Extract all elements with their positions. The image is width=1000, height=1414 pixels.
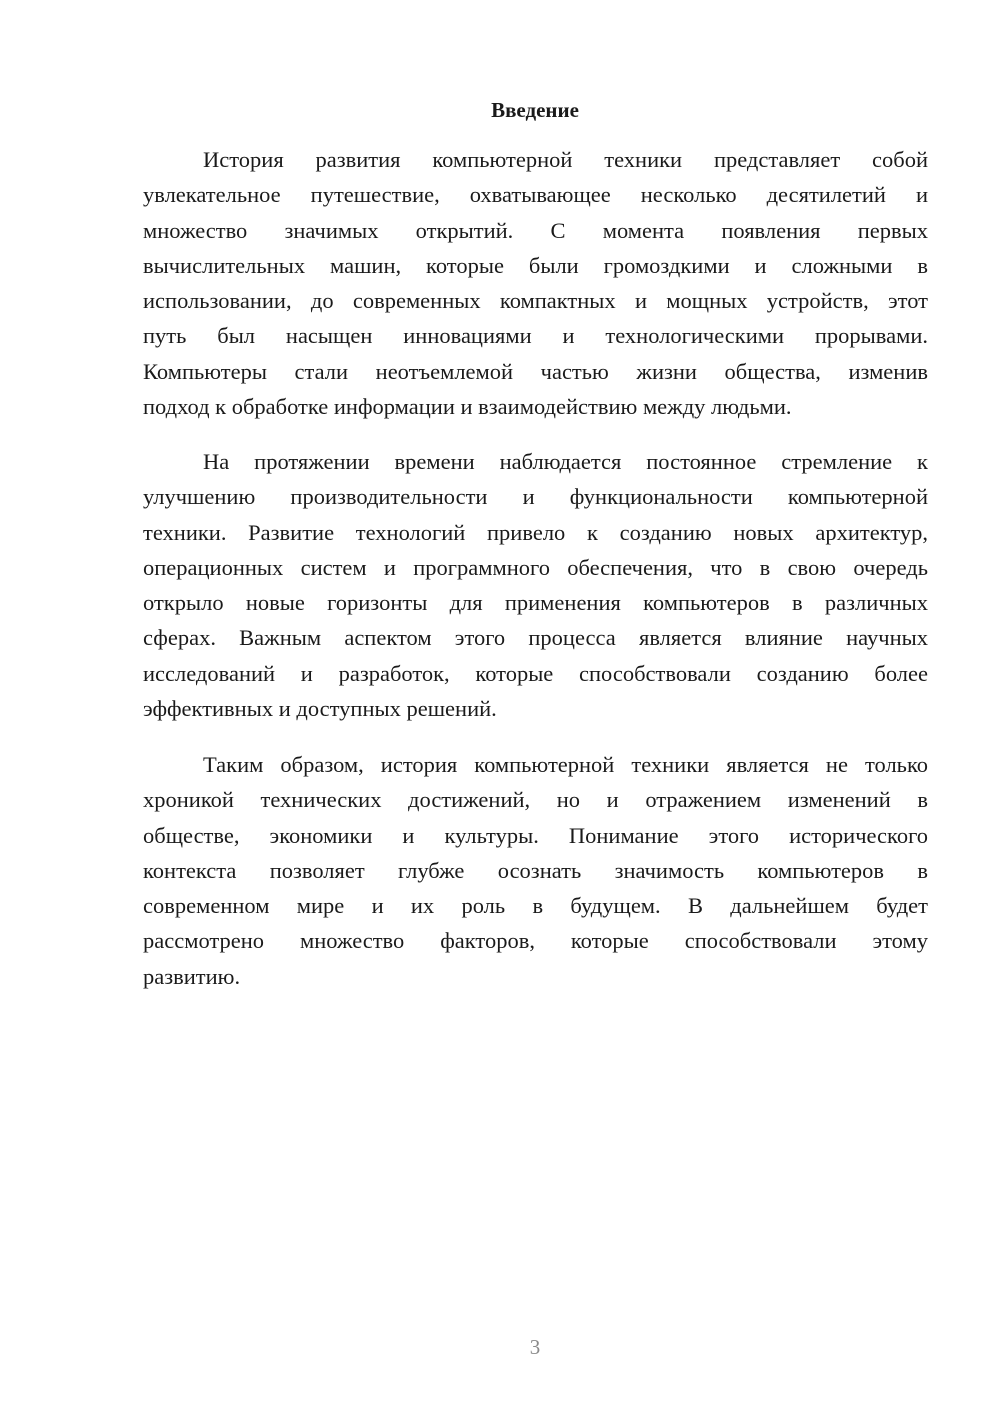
text-line: использовании, до современных компактных и мощных устройств, этот (143, 288, 928, 314)
text-line: техники. Развитие технологий привело к созданию новых архитектур, (143, 519, 928, 545)
text-line: хроникой технических достижений, но и отражением изменений в (143, 787, 928, 813)
text-line: множество значимых открытий. С момента появления первых (143, 217, 928, 243)
text-line: улучшению производительности и функциональности компьютерной (143, 484, 928, 510)
text-line: обществе, экономики и культуры. Понимание этого исторического (143, 822, 928, 848)
text-line: Компьютеры стали неотъемлемой частью жизни общества, изменив (143, 358, 928, 384)
text-line: увлекательное путешествие, охватывающее несколько десятилетий и (143, 182, 928, 208)
text-line: исследований и разработок, которые способствовали созданию более (143, 660, 928, 686)
section-heading: Введение (491, 98, 579, 122)
text-line: Таким образом, история компьютерной техники является не только (203, 752, 928, 777)
text-line: подход к обработке информации и взаимодействию между людьми. (143, 394, 792, 420)
text-line: вычислительных машин, которые были громоздкими и сложными в (143, 252, 928, 278)
text-line: развитию. (143, 963, 241, 989)
text-line: История развития компьютерной техники представляет собой (203, 147, 928, 172)
text-line: рассмотрено множество факторов, которые способствовали этому (143, 928, 928, 954)
page-number: 3 (529, 1335, 541, 1359)
paragraph-3 (143, 747, 928, 994)
text-line: путь был насыщен инновациями и технологическими прорывами. (143, 323, 928, 349)
paragraph-1 (143, 142, 928, 424)
text-line: операционных систем и программного обеспечения, что в свою очередь (143, 554, 928, 580)
paragraph-2 (143, 444, 928, 726)
text-line: На протяжении времени наблюдается постоянное стремление к (203, 449, 928, 474)
text-line: эффективных и доступных решений. (143, 696, 497, 722)
text-line: современном мире и их роль в будущем. В дальнейшем будет (143, 893, 928, 919)
text-line: контекста позволяет глубже осознать значимость компьютеров в (143, 857, 928, 883)
text-line: открыло новые горизонты для применения компьютеров в различных (143, 590, 928, 616)
text-line: сферах. Важным аспектом этого процесса является влияние научных (143, 625, 928, 651)
